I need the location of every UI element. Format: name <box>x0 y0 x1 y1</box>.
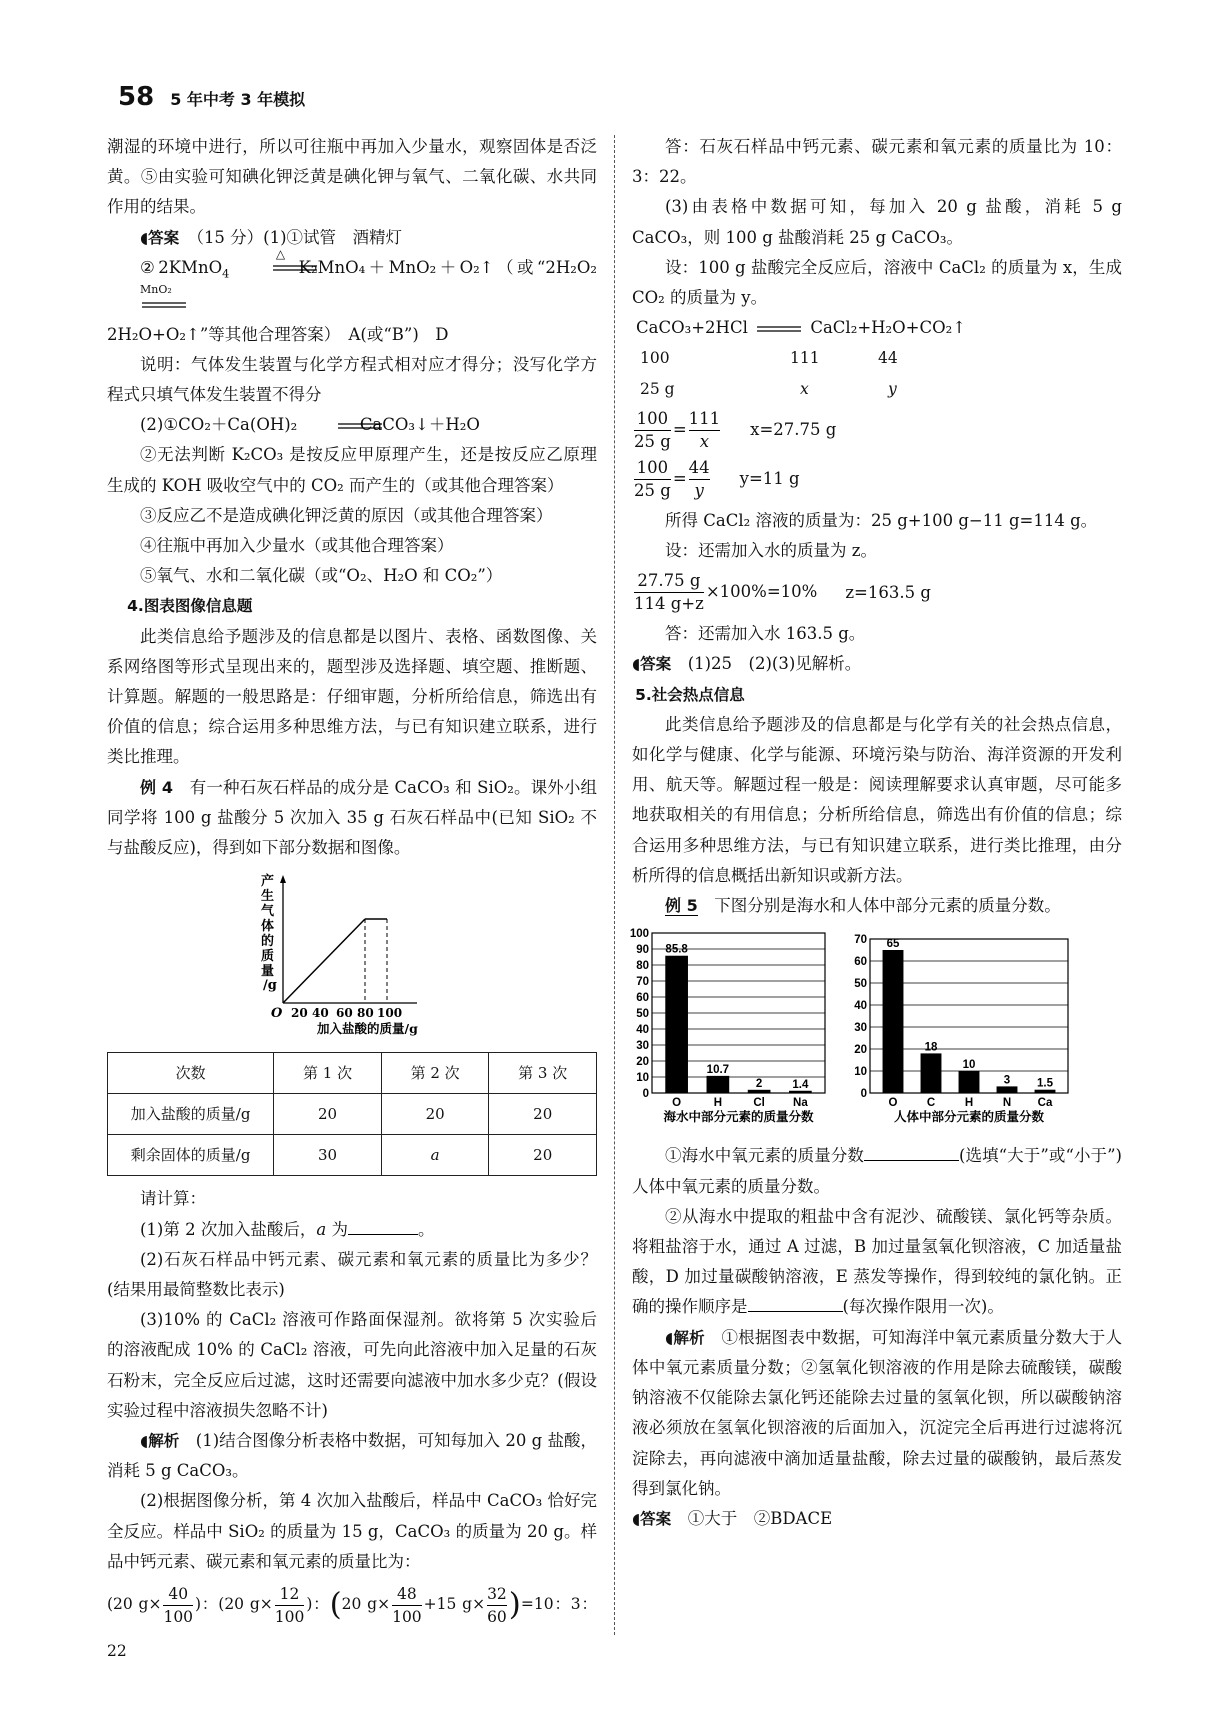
analysis-1 <box>107 1426 597 1486</box>
gas-mass-graph <box>257 871 597 1046</box>
paragraph: 设：100 g 盐酸完全反应后，溶液中 CaCl₂ 的质量为 x，生成 CO₂ 的质量为 y。 <box>632 257 1122 308</box>
numerator: 111 <box>689 408 721 431</box>
bar-value-label: 10.7 <box>706 1064 730 1077</box>
x-tick-label: Na <box>793 1097 808 1110</box>
data-table <box>107 1052 597 1176</box>
y-tick-label: 60 <box>854 956 867 969</box>
y-axis-label-2: 生 <box>261 889 275 905</box>
y-tick-label: 10 <box>636 1072 649 1085</box>
equation-part: CaCO₃+2HCl <box>636 318 748 338</box>
question-text: (每次操作限用一次)。 <box>842 1297 1004 1317</box>
answer-item: ④往瓶中再加入少量水（或其他合理答案） <box>140 535 454 555</box>
y-tick-label: 50 <box>636 1008 649 1021</box>
x-tick-label: C <box>926 1097 936 1110</box>
table-cell: 20 <box>381 1094 489 1135</box>
line-graph <box>257 871 457 1036</box>
equation-part: (2)①CO₂＋Ca(OH)₂ <box>140 415 298 435</box>
question-intro: 请计算： <box>140 1189 206 1209</box>
bar-value-label: 3 <box>1003 1074 1011 1087</box>
molar-mass-row <box>632 343 1122 373</box>
mass-value: 111 <box>790 349 820 368</box>
y-axis-arrow <box>280 875 286 883</box>
analysis-text: (1)结合图像分析表格中数据，可知每加入 20 g 盐酸，消耗 5 g CaCO₃。 <box>107 1431 597 1481</box>
table-cell: 30 <box>274 1135 382 1176</box>
answer-tag: ◖ 答案 <box>632 655 671 673</box>
right-column <box>629 132 1122 1534</box>
table-cell: a <box>381 1135 489 1176</box>
analysis-tag: ◖ 解析 <box>665 1329 705 1347</box>
table-row <box>108 1094 597 1135</box>
paragraph: 此类信息给予题涉及的信息都是与化学有关的社会热点信息，如化学与健康、化学与能源、环境污染与防治、海洋资源的开发利用、航天等。解题过程一般是：阅读理解要求认真审题，尽可能多地获取相关的有用信息；分析所给信息，筛选出有价值的信息；综合运用多种思维方法，与已有知识建立联系，进行类比推理，由分析所得的信息概括出新知识或新方法。 <box>632 714 1122 885</box>
y-axis-label-3: 气 <box>261 904 275 920</box>
actual-mass-row <box>632 374 1122 404</box>
fraction <box>634 570 704 615</box>
formula-part: 20 g× <box>341 1595 391 1614</box>
paragraph: (3)由表格中数据可知，每加入 20 g 盐酸，消耗 5 g CaCO₃，则 100 g 盐酸消耗 25 g CaCO₃。 <box>632 197 1122 247</box>
example-label: 例 4 <box>140 777 173 797</box>
example-text: 有一种石灰石样品的成分是 CaCO₃ 和 SiO₂。课外小组同学将 100 g 盐酸分 5 次加入 35 g 石灰石样品中(已知 SiO₂ 不与盐酸反应)，得到如下部分数据和图像。 <box>107 777 597 857</box>
x-tick-20: 20 <box>291 1006 308 1021</box>
question-3: (3)10% 的 CaCl₂ 溶液可作路面保湿剂。欲将第 5 次实验后的溶液配成 10% 的 CaCl₂ 溶液，可先向此溶液中加入足量的石灰石粉末，完全反应后过滤，这时还需要向滤液中加水多少克？(假设实验过程中溶液损失忽略不计) <box>107 1310 597 1420</box>
numerator: 40 <box>163 1583 193 1606</box>
bar <box>707 1076 730 1093</box>
ratio-formula <box>107 1581 597 1674</box>
bar <box>921 1054 942 1094</box>
origin-label: O <box>271 1006 283 1022</box>
numerator: 44 <box>689 457 710 480</box>
analysis-text: ①根据图表中数据，可知海洋中氧元素质量分数大于人体中氧元素质量分数；②氢氧化钡溶液的作用是除去硫酸镁，碳酸钠溶液不仅能除去氯化钙还能除去过量的氢氧化钡，所以碳酸钠溶液必须放在氢氧化钡溶液的后面加入，沉淀完全后再进行过滤将沉淀除去，再向滤液中滴加适量盐酸，除去过量的碳酸钠，最后蒸发得到氯化钠。 <box>632 1327 1122 1498</box>
y-tick-label: 50 <box>854 978 867 991</box>
bar <box>789 1091 812 1093</box>
bar <box>959 1071 980 1093</box>
book-title: 5 年中考 3 年模拟 <box>170 90 306 109</box>
answer-text: （15 分）(1)①试管 酒精灯 <box>195 227 403 247</box>
question-text: 为 <box>326 1219 348 1239</box>
result: z=163.5 g <box>845 582 931 602</box>
answer-tag: ◖ 答案 <box>632 1510 671 1528</box>
fraction <box>163 1583 193 1628</box>
answer-line <box>632 649 1122 679</box>
mass-value: y <box>888 379 897 398</box>
question-1 <box>632 1141 1122 1201</box>
element-bar-charts <box>620 925 1122 1135</box>
result: x=27.75 g <box>750 420 837 440</box>
variable: a <box>316 1219 327 1239</box>
answer-item: ⑤氧气、水和二氧化碳（或“O₂、H₂O 和 CO₂”） <box>140 566 503 586</box>
answer-blank[interactable] <box>748 1295 843 1313</box>
table-cell: 加入盐酸的质量/g <box>108 1094 274 1135</box>
numerator: 32 <box>487 1583 507 1606</box>
equation-line: ②2KMnO$_4$ △ K₂MnO₄＋MnO₂＋O₂↑（或“2H₂O₂ MnO₂ <box>107 253 597 320</box>
bar <box>748 1090 771 1093</box>
x-tick-60: 60 <box>336 1006 353 1021</box>
equation-part: K₂MnO₄＋MnO₂＋O₂↑（或“2H₂O₂ <box>298 257 597 277</box>
x-tick-label: Ca <box>1037 1097 1053 1110</box>
formula-part: (20 g× <box>107 1595 162 1614</box>
example-5 <box>632 891 1122 921</box>
table-header-row <box>108 1053 597 1094</box>
calc-z <box>632 570 1122 615</box>
y-tick-label: 90 <box>636 944 649 957</box>
big-paren: ) <box>508 1586 521 1623</box>
y-axis-label-4: 体 <box>261 919 275 935</box>
proportion: $\frac{100}{25 g}$ = $\frac{44}{y}$ <box>634 457 710 500</box>
equation-line: 2H₂O+O₂↑”等其他合理答案） A(或“B”) D <box>107 324 449 344</box>
question-1 <box>107 1215 597 1245</box>
formula-part: )：(20 g× <box>195 1595 273 1614</box>
calc-x <box>632 408 1122 453</box>
denominator: x <box>699 431 710 451</box>
y-tick-label: 40 <box>854 1000 867 1013</box>
bar <box>883 950 904 1093</box>
table-cell: 20 <box>489 1094 597 1135</box>
mass-value: 100 <box>640 349 670 368</box>
answer-text: ①大于 ②BDACE <box>687 1508 833 1528</box>
numerator: 12 <box>275 1583 305 1606</box>
formula-part: =10：3：22 <box>107 1595 598 1660</box>
equation-part: CaCl₂+H₂O+CO₂↑ <box>810 318 967 338</box>
paragraph: 此类信息给予题涉及的信息都是以图片、表格、函数图像、关系网络图等形式呈现出来的，题型涉及选择题、填空题、推断题、计算题。解题的一般思路是：仔细审题，分析所给信息，筛选出有价值的信息；综合运用多种思维方法，与已有知识建立联系，进行类比推理。 <box>107 626 597 767</box>
y-tick-label: 0 <box>860 1088 867 1101</box>
fraction <box>392 1583 422 1628</box>
denominator: 100 <box>163 1607 194 1626</box>
paragraph: 所得 CaCl₂ 溶液的质量为：25 g+100 g−11 g=114 g。 <box>665 510 1098 530</box>
table-cell: 20 <box>274 1094 382 1135</box>
table-header-cell: 第 1 次 <box>274 1053 382 1094</box>
denominator: 60 <box>487 1607 507 1626</box>
reaction-arrow <box>107 283 172 319</box>
x-tick-label: O <box>888 1097 898 1110</box>
table-row <box>108 1135 597 1176</box>
numerator: 100 <box>634 408 671 431</box>
mass-value: 25 g <box>640 379 675 398</box>
y-axis-label-5: 的 <box>261 934 275 950</box>
question-text: 。 <box>417 1219 435 1239</box>
fraction <box>275 1583 305 1628</box>
y-axis-label-8: /g <box>263 978 277 994</box>
denominator: 114 g+z <box>634 594 704 614</box>
calc-y <box>632 457 1122 502</box>
proportion: $\frac{100}{25 g}$ = $\frac{111}{x}$ <box>634 408 721 451</box>
answer-line <box>632 1504 1122 1534</box>
fraction <box>689 457 710 502</box>
reaction-arrow <box>753 313 805 343</box>
formula-part: +15 g× <box>423 1595 486 1614</box>
table-header-cell: 第 3 次 <box>489 1053 597 1094</box>
x-tick-label: N <box>1002 1097 1012 1110</box>
answer-item: ②无法判断 K₂CO₃ 是按反应甲原理产生，还是按反应乙原理生成的 KOH 吸收空气中的 CO₂ 而产生的（或其他合理答案） <box>107 445 597 495</box>
analysis-2: (2)根据图像分析，第 4 次加入盐酸后，样品中 CaCO₃ 恰好完全反应。样品中 SiO₂ 的质量为 15 g，CaCO₃ 的质量为 20 g。样品中钙元素、碳元素和氧元素的质量比为： <box>107 1491 597 1571</box>
x-tick-label: O <box>672 1097 682 1110</box>
question-2: (2)石灰石样品中钙元素、碳元素和氧元素的质量比为多少？(结果用最简整数比表示) <box>107 1249 597 1299</box>
page-number: 58 <box>118 82 155 112</box>
paragraph: 设：还需加入水的质量为 z。 <box>665 541 877 561</box>
denominator: 100 <box>392 1607 422 1626</box>
big-paren: ( <box>329 1586 342 1623</box>
paragraph: 答：石灰石样品中钙元素、碳元素和氧元素的质量比为 10：3：22。 <box>632 137 1122 187</box>
double-line <box>755 324 803 334</box>
bar-charts-svg <box>620 925 1070 1125</box>
chart-title: 人体中部分元素的质量分数 <box>893 1109 1045 1125</box>
y-tick-label: 40 <box>636 1024 649 1037</box>
bar-value-label: 85.8 <box>665 943 688 956</box>
answer-line <box>107 223 597 253</box>
table-cell: 20 <box>489 1135 597 1176</box>
numerator: 27.75 g <box>634 570 704 593</box>
bar-value-label: 10 <box>962 1059 976 1072</box>
answer-tag: ◖ 答案 <box>140 229 179 247</box>
y-tick-label: 10 <box>854 1066 867 1079</box>
left-column <box>107 132 597 1674</box>
denominator: 25 g <box>634 431 671 451</box>
answer-blank[interactable] <box>348 1217 418 1235</box>
note: 说明：气体发生装置与化学方程式相对应才得分；没写化学方程式只填气体发生装置不得分 <box>107 354 597 404</box>
y-tick-label: 20 <box>854 1044 867 1057</box>
fraction <box>634 457 671 502</box>
bar-value-label: 18 <box>924 1041 938 1054</box>
page-header <box>118 82 305 122</box>
table-cell: 剩余固体的质量/g <box>108 1135 274 1176</box>
reaction-equation <box>632 313 1122 343</box>
x-axis-label: 加入盐酸的质量/g <box>317 1021 418 1037</box>
equation-part: CaCO₃↓＋H₂O <box>359 415 480 435</box>
chart-title: 海水中部分元素的质量分数 <box>663 1109 814 1125</box>
table-header-cell: 次数 <box>108 1053 274 1094</box>
question-text: (选填“大于”或“小于”)人体中氧元素的质量分数。 <box>632 1146 1122 1196</box>
answer-item <box>107 410 597 440</box>
answer-blank[interactable] <box>864 1144 959 1162</box>
result: y=11 g <box>739 469 800 489</box>
numerator: 48 <box>392 1583 422 1606</box>
x-tick-label: H <box>713 1097 723 1110</box>
denominator: y <box>694 480 704 500</box>
example-label: 例 5 <box>665 896 698 916</box>
bar-value-label: 1.5 <box>1037 1077 1053 1090</box>
y-tick-label: 20 <box>636 1056 649 1069</box>
reaction-arrow <box>303 410 355 440</box>
denominator: 25 g <box>634 480 671 500</box>
reaction-condition: MnO₂ <box>140 283 172 297</box>
question-text: (1)第 2 次加入盐酸后， <box>140 1219 317 1239</box>
question-2 <box>632 1202 1122 1323</box>
table-header-cell: 第 2 次 <box>381 1053 489 1094</box>
bar-value-label: 2 <box>755 1078 763 1091</box>
analysis-tag: ◖ 解析 <box>140 1432 179 1450</box>
section-heading: 5.社会热点信息 <box>635 685 745 704</box>
question-text: ②从海水中提取的粗盐中含有泥沙、硫酸镁、氯化钙等杂质。将粗盐溶于水，通过 A 过滤，B 加过量氢氧化钡溶液，C 加适量盐酸，D 加过量碳酸钠溶液，E 蒸发等操作，得到较纯的氯化钠。正确的操作顺序是 <box>632 1206 1122 1317</box>
x-tick-label: Cl <box>753 1097 765 1110</box>
bar-value-label: 1.4 <box>792 1079 809 1092</box>
double-line <box>336 421 384 431</box>
question-text: ①海水中氧元素的质量分数 <box>665 1146 864 1166</box>
mass-value: 44 <box>878 349 898 368</box>
y-tick-label: 70 <box>854 934 867 947</box>
analysis <box>632 1323 1122 1504</box>
y-tick-label: 70 <box>636 976 649 989</box>
bar-value-label: 65 <box>886 938 900 951</box>
proportion <box>632 570 817 615</box>
formula-part: )： <box>306 1595 330 1614</box>
y-axis-label-6: 质 <box>261 949 275 965</box>
rising-line <box>283 919 365 1003</box>
bar <box>665 956 688 1093</box>
x-tick-label: H <box>964 1097 974 1110</box>
example-text: 下图分别是海水和人体中部分元素的质量分数。 <box>714 896 1061 916</box>
y-tick-label: 100 <box>629 928 649 941</box>
y-tick-label: 60 <box>636 992 649 1005</box>
y-axis-label-7: 量 <box>261 964 275 980</box>
numerator: 100 <box>634 457 671 480</box>
y-axis-label-1: 产 <box>261 874 275 890</box>
y-tick-label: 30 <box>636 1040 649 1053</box>
denominator: 100 <box>274 1607 305 1626</box>
bar <box>1035 1090 1056 1093</box>
equation-part: ②2KMnO <box>140 257 223 277</box>
x-tick-40: 40 <box>312 1006 329 1021</box>
x-tick-100: 100 <box>377 1006 403 1021</box>
y-tick-label: 80 <box>636 960 649 973</box>
reaction-condition: △ <box>275 246 286 261</box>
mass-value: x <box>800 379 809 398</box>
x-tick-80: 80 <box>357 1006 374 1021</box>
y-tick-label: 0 <box>642 1088 649 1101</box>
paragraph: 答：还需加入水 163.5 g。 <box>665 624 866 644</box>
section-heading: 4.图表图像信息题 <box>127 597 253 616</box>
answer-text: (1)25 (2)(3)见解析。 <box>687 654 862 674</box>
reaction-arrow <box>238 246 290 283</box>
paragraph: 潮湿的环境中进行，所以可往瓶中再加入少量水，观察固体是否泛黄。⑤由实验可知碘化钾泛黄是碘化钾与氧气、二氧化碳、水共同作用的结果。 <box>107 137 597 217</box>
y-tick-label: 30 <box>854 1022 867 1035</box>
formula-part: ×100%=10% <box>705 582 818 602</box>
answer-item: ③反应乙不是造成碘化钾泛黄的原因（或其他合理答案） <box>140 505 553 525</box>
fraction <box>634 408 671 453</box>
fraction <box>487 1583 507 1628</box>
bar <box>997 1087 1018 1094</box>
column-divider <box>614 135 615 1635</box>
fraction <box>689 408 721 453</box>
example-4 <box>107 773 597 864</box>
